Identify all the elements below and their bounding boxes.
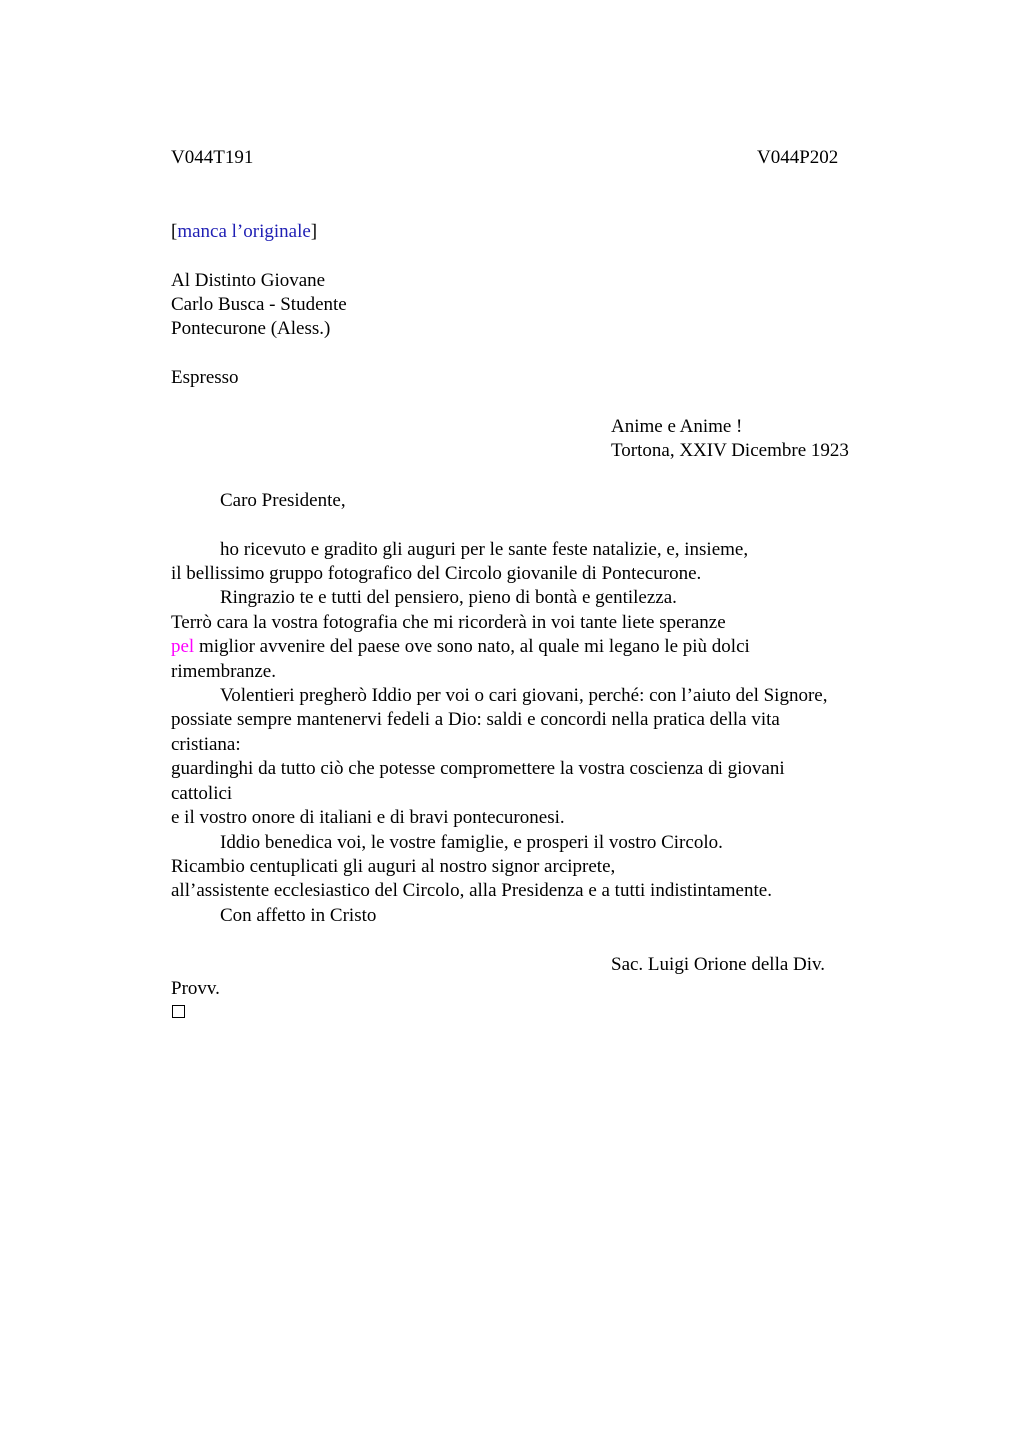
- empty-box-icon: [172, 1005, 185, 1018]
- body-line: Volentieri pregherò Iddio per voi o cari giovani, perché: con l’aiuto del Signore,: [220, 685, 828, 706]
- salutation: Caro Presidente,: [220, 490, 346, 511]
- body-line: possiate sempre mantenervi fedeli a Dio: saldi e concordi nella pratica della vita: [171, 709, 780, 730]
- header-right-code: V044P202: [757, 147, 839, 168]
- body-line: cristiana:: [171, 734, 241, 755]
- body-line-rest: miglior avvenire del paese ove sono nato, al quale mi legano le più dolci: [194, 636, 750, 657]
- address-line: Al Distinto Giovane: [171, 270, 326, 291]
- signature-continuation: Provv.: [171, 978, 220, 999]
- body-line: Terrò cara la vostra fotografia che mi ricorderà in voi tante liete speranze: [171, 612, 726, 633]
- address-line: Carlo Busca - Studente: [171, 294, 347, 315]
- body-line: Ringrazio te e tutti del pensiero, pieno di bontà e gentilezza.: [220, 587, 677, 608]
- signature-line: Sac. Luigi Orione della Div.: [611, 954, 826, 975]
- body-line: cattolici: [171, 783, 233, 804]
- body-line: Ricambio centuplicati gli auguri al nostro signor arciprete,: [171, 856, 616, 877]
- body-line: all’assistente ecclesiastico del Circolo, alla Presidenza e a tutti indistintamente.: [171, 880, 772, 901]
- note-close-bracket: ]: [310, 221, 318, 242]
- header-left-code: V044T191: [171, 147, 254, 168]
- editorial-note: [171, 220, 317, 244]
- body-line: guardinghi da tutto ciò che potesse compromettere la vostra coscienza di giovani: [171, 758, 785, 779]
- address-line: Pontecurone (Aless.): [171, 318, 331, 339]
- dateline-place-date: Tortona, XXIV Dicembre 1923: [611, 440, 849, 461]
- highlighted-word: pel: [171, 636, 195, 657]
- body-line: rimembranze.: [171, 661, 276, 682]
- note-text: manca l’originale: [177, 221, 311, 242]
- note-open-bracket: [: [171, 221, 178, 242]
- body-line: e il vostro onore di italiani e di bravi pontecuronesi.: [171, 807, 565, 828]
- body-line: Iddio benedica voi, le vostre famiglie, e prosperi il vostro Circolo.: [220, 832, 723, 853]
- body-line: il bellissimo gruppo fotografico del Circolo giovanile di Pontecurone.: [171, 563, 702, 584]
- delivery-type: Espresso: [171, 367, 239, 388]
- body-line: ho ricevuto e gradito gli auguri per le sante feste natalizie, e, insieme,: [220, 539, 749, 560]
- body-line: Con affetto in Cristo: [220, 905, 377, 926]
- body-line: [171, 635, 750, 659]
- dateline-motto: Anime e Anime !: [611, 416, 743, 437]
